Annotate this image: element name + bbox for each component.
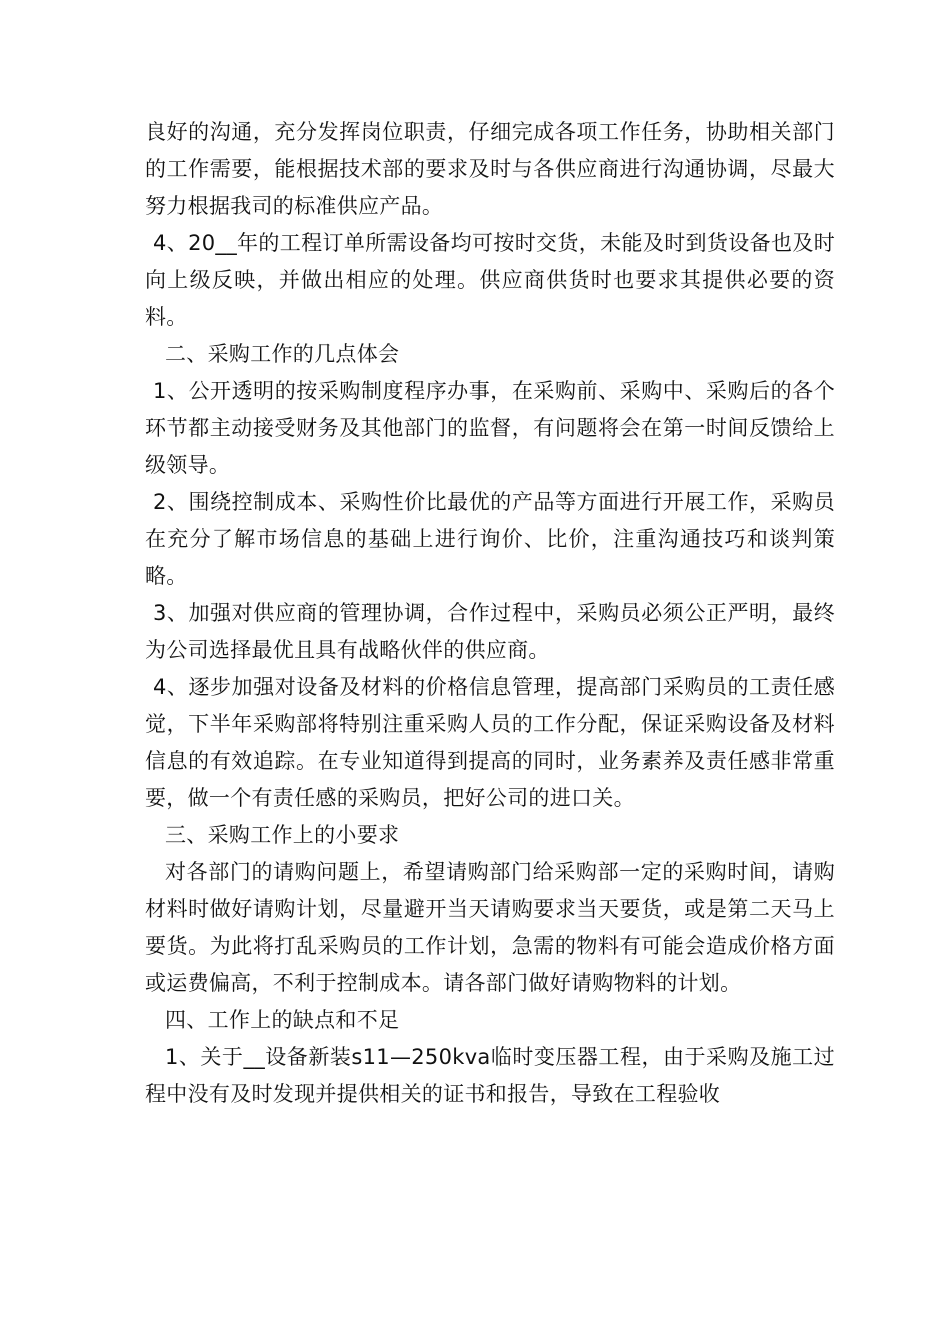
paragraph-requirements: 对各部门的请购问题上，希望请购部门给采购部一定的采购时间，请购材料时做好请购计划，尽量避开当天请购要求当天要货，或是第二天马上要货。为此将打乱采购员的工作计划，急需的物料有可能会造成价格方面或运费偏高，不利于控制成本。请各部门做好请购物料的计划。 (145, 860, 835, 995)
section-heading-4: 四、工作上的缺点和不足 (165, 1008, 400, 1032)
paragraph-item-4-delivery: 4、20__年的工程订单所需设备均可按时交货，未能及时到货设备也及时向上级反映，并做出相应的处理。供应商供货时也要求其提供必要的资料。 (145, 231, 835, 329)
section-heading-3: 三、采购工作上的小要求 (165, 823, 400, 847)
paragraph-communication: 良好的沟通，充分发挥岗位职责，仔细完成各项工作任务，协助相关部门的工作需要，能根据技术部的要求及时与各供应商进行沟通协调，尽最大努力根据我司的标准供应产品。 (145, 120, 835, 218)
paragraph-item-4-price-info: 4、逐步加强对设备及材料的价格信息管理，提高部门采购员的工责任感觉，下半年采购部将特别注重采购人员的工作分配，保证采购设备及材料信息的有效追踪。在专业知道得到提高的同时，业务素养及责任感非常重要，做一个有责任感的采购员，把好公司的进口关。 (145, 675, 835, 810)
paragraph-item-3-supplier: 3、加强对供应商的管理协调，合作过程中，采购员必须公正严明，最终为公司选择最优且具有战略伙伴的供应商。 (145, 601, 835, 662)
paragraph-item-2-cost-control: 2、围绕控制成本、采购性价比最优的产品等方面进行开展工作，采购员在充分了解市场信息的基础上进行询价、比价，注重沟通技巧和谈判策略。 (145, 490, 835, 588)
paragraph-item-1-transformer: 1、关于__设备新装s11—250kva临时变压器工程，由于采购及施工过程中没有及时发现并提供相关的证书和报告，导致在工程验收 (145, 1045, 835, 1106)
document-body (145, 114, 835, 1113)
section-heading-2: 二、采购工作的几点体会 (165, 342, 400, 366)
paragraph-item-1-transparency: 1、公开透明的按采购制度程序办事，在采购前、采购中、采购后的各个环节都主动接受财务及其他部门的监督，有问题将会在第一时间反馈给上级领导。 (145, 379, 835, 477)
